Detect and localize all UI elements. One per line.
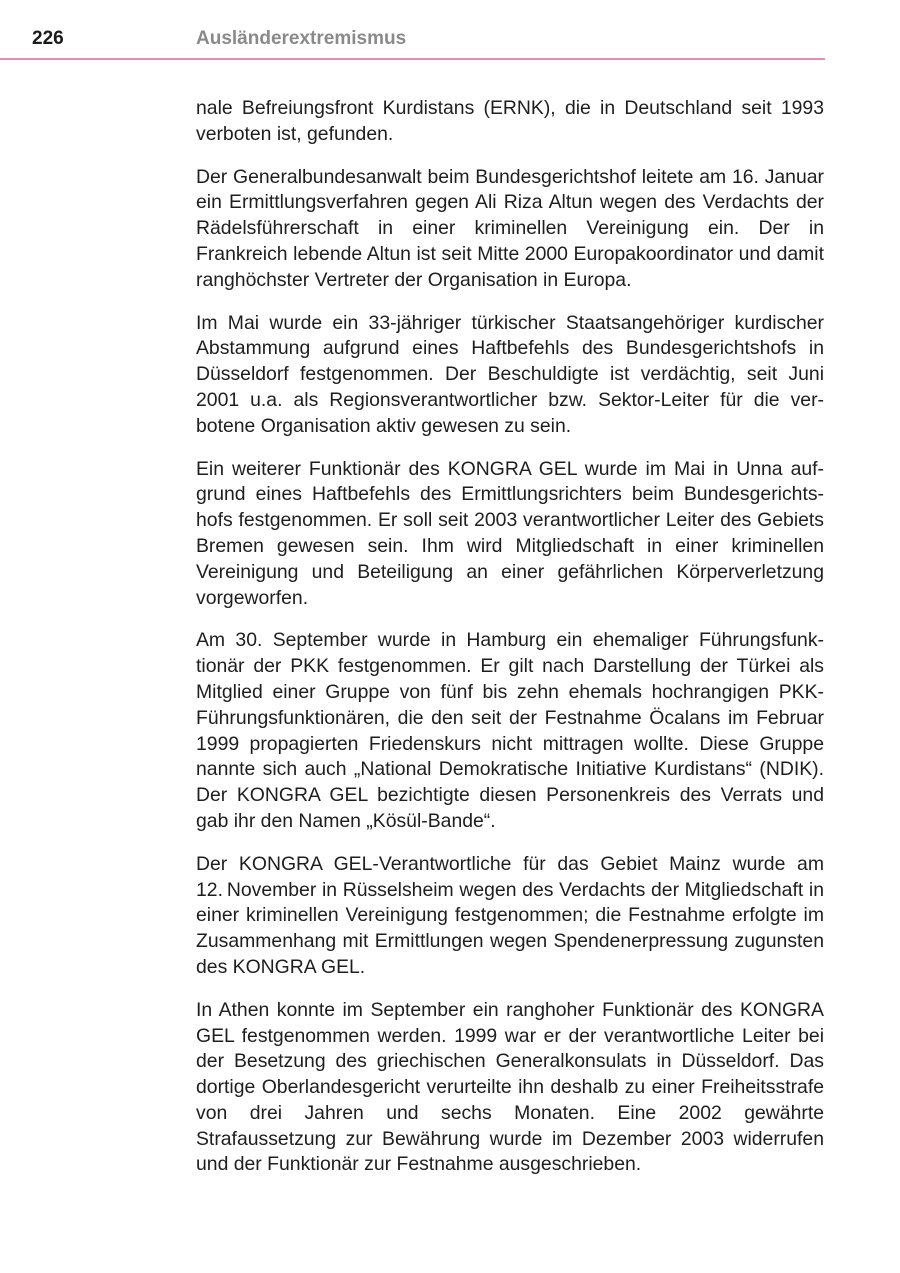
page-header (0, 0, 825, 60)
paragraph: Ein weiterer Funktionär des KONGRA GEL wurde im Mai in Unna aufgrund eines Haftbefehls des Ermittlungsrichters beim Bundesgerichtshofs festgenommen. Er soll seit 2003 verantwortlicher Leiter des Gebiets Bremen gewesen sein. Ihm wird Mitgliedschaft in einer kriminellen Vereinigung und Beteiligung an einer gefährlichen Körperverletzung vorgeworfen. (196, 457, 824, 609)
body-text (196, 96, 824, 1195)
paragraph: Der Generalbundesanwalt beim Bundesgerichtshof leitete am 16. Januar ein Ermittlungsverfahren gegen Ali Riza Altun wegen des Verdachts der Rädelsführerschaft in einer kriminellen Vereinigung ein. Der in Frankreich lebende Altun ist seit Mitte 2000 Europakoordinator und damit ranghöchster Vertreter der Organisation in Europa. (196, 165, 824, 291)
running-title: Ausländerextremismus (196, 28, 407, 49)
paragraph: Der KONGRA GEL-Verantwortliche für das Gebiet Mainz wurde am 12. November in Rüsselsheim wegen des Verdachts der Mitgliedschaft in einer kriminellen Vereinigung festgenommen; die Festnahme erfolgte im Zusammenhang mit Ermittlungen wegen Spendenerpressung zugunsten des KONGRA GEL. (196, 852, 824, 978)
page-number: 226 (32, 28, 64, 49)
paragraph: nale Befreiungsfront Kurdistans (ERNK), die in Deutschland seit 1993 verboten ist, gefunden. (196, 97, 824, 145)
paragraph: Am 30. September wurde in Hamburg ein ehemaliger Führungsfunktionär der PKK festgenommen. Er gilt nach Darstellung der Türkei als Mitglied einer Gruppe von fünf bis zehn ehemals hochrangigen PKK-Führungsfunktionären, die den seit der Festnahme Öcalans im Februar 1999 propagierten Friedenskurs nicht mittragen wollte. Diese Gruppe nannte sich auch „National Demokratische Initiative Kurdistans“ (NDIK). Der KONGRA GEL bezichtigte diesen Personenkreis des Verrats und gab ihr den Namen „Kösül-Bande“. (196, 629, 824, 832)
paragraph: Im Mai wurde ein 33-jähriger türkischer Staatsangehöriger kurdischer Abstammung aufgrund eines Haftbefehls des Bundesgerichtshofs in Düsseldorf festgenommen. Der Beschuldigte ist verdächtig, seit Juni 2001 u.a. als Regionsverantwortlicher bzw. Sektor-Leiter für die verbotene Organisation aktiv gewesen zu sein. (196, 311, 824, 437)
paragraph: In Athen konnte im September ein ranghoher Funktionär des KONGRA GEL festgenommen werden. 1999 war er der verantwortliche Leiter bei der Besetzung des griechischen Generalkonsulats in Düsseldorf. Das dortige Oberlandesgericht verurteilte ihn deshalb zu einer Freiheitsstrafe von drei Jahren und sechs Monaten. Eine 2002 gewährte Strafaussetzung zur Bewährung wurde im Dezember 2003 widerrufen und der Funktionär zur Festnahme ausgeschrieben. (196, 998, 824, 1176)
